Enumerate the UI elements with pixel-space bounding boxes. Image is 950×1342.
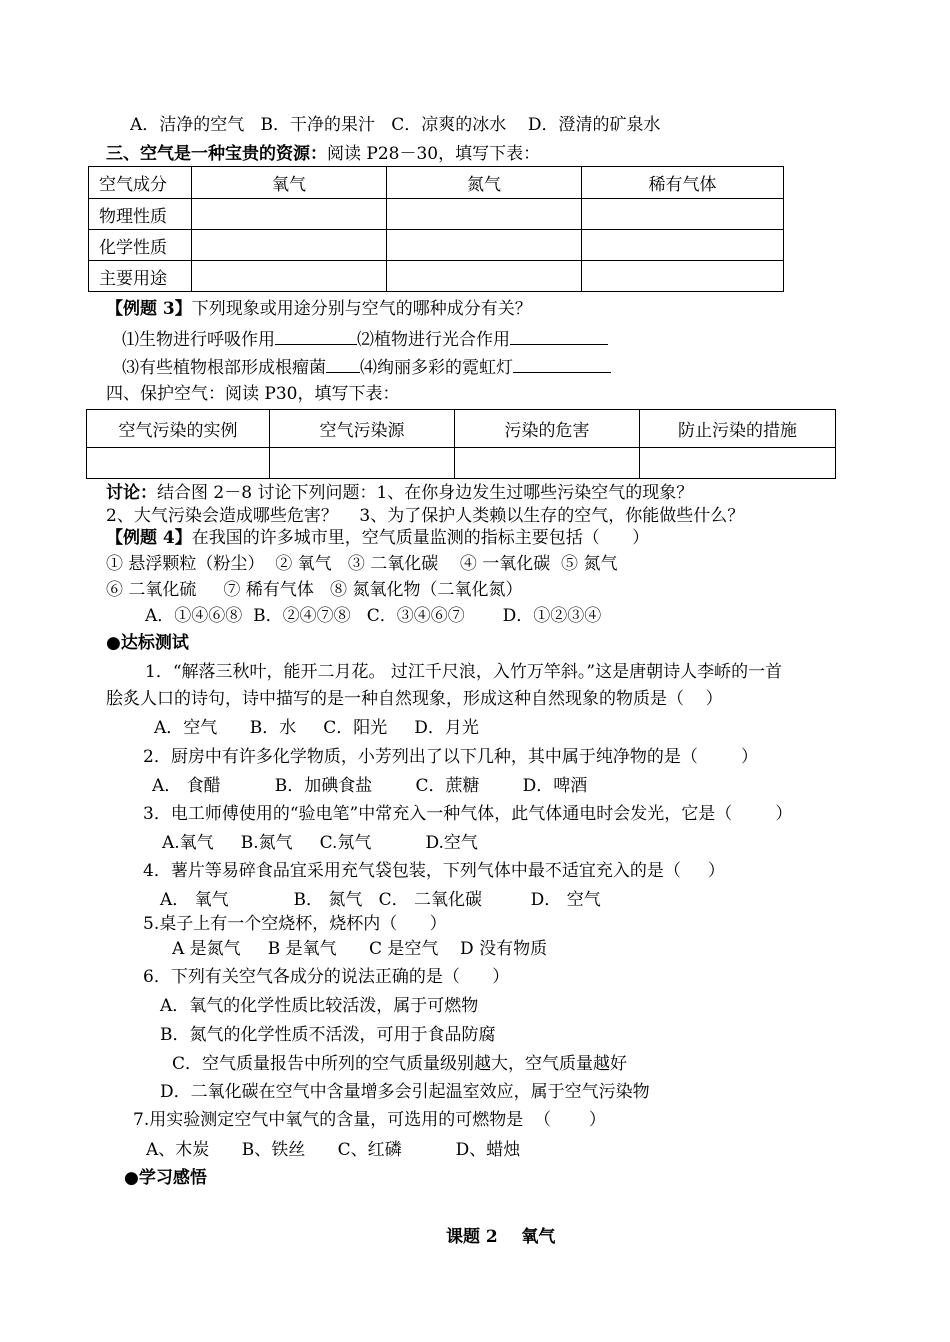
- discussion-line2: 2、大气污染会造成哪些危害？ 3、为了保护人类赖以生存的空气，你能做些什么？: [106, 506, 745, 526]
- reflection-heading: ●学习感悟: [124, 1168, 207, 1188]
- table2-cell[interactable]: [87, 448, 270, 479]
- q3-options: A.氧气 B.氮气 C.氖气 D.空气: [162, 833, 478, 853]
- table1-cell[interactable]: [387, 230, 582, 261]
- table1-header: 氮气: [387, 167, 582, 199]
- q4-text: 4．薯片等易碎食品宜采用充气袋包装，下列气体中最不适宜充入的是（ ）: [143, 861, 725, 881]
- example3-item2: ⑵植物进行光合作用: [357, 330, 510, 350]
- example4-items2: ⑥ 二氧化硫 ⑦ 稀有气体 ⑧ 氮氧化物（二氧化氮）: [106, 580, 523, 600]
- example4-items1: ① 悬浮颗粒（粉尘） ② 氧气 ③ 二氧化碳 ④ 一氧化碳 ⑤ 氮气: [106, 554, 618, 574]
- q1-line2: 脍炙人口的诗句，诗中描写的是一种自然现象，形成这种自然现象的物质是（ ）: [106, 689, 723, 709]
- answer-blank[interactable]: [326, 355, 360, 373]
- q6-option-b: B．氮气的化学性质不活泼，可用于食品防腐: [160, 1025, 496, 1045]
- table1-row-label: 主要用途: [89, 261, 192, 292]
- table1-header: 稀有气体: [582, 167, 784, 199]
- q6-option-d: D．二氧化碳在空气中含量增多会引起温室效应，属于空气污染物: [160, 1082, 650, 1102]
- example3-item4: ⑷绚丽多彩的霓虹灯: [360, 358, 513, 378]
- discussion-text: 结合图 2－8 讨论下列问题：1、在你身边发生过哪些污染空气的现象？: [157, 483, 694, 503]
- table1-cell[interactable]: [582, 199, 784, 230]
- q7-text: 7.用实验测定空气中氧气的含量，可选用的可燃物是 （ ）: [133, 1110, 606, 1130]
- table1-cell[interactable]: [582, 261, 784, 292]
- table1-cell[interactable]: [387, 261, 582, 292]
- table1-row-label: 物理性质: [89, 199, 192, 230]
- answer-blank[interactable]: [513, 355, 611, 373]
- table1-row-label: 化学性质: [89, 230, 192, 261]
- answer-blank[interactable]: [275, 327, 357, 345]
- table1-cell[interactable]: [582, 230, 784, 261]
- example4-label: 【例题 4】: [106, 528, 192, 548]
- table2-header: 污染的危害: [455, 410, 640, 448]
- q3-text: 3．电工师傅使用的“验电笔”中常充入一种气体，此气体通电时会发光，它是（ ）: [143, 804, 793, 824]
- test-heading: ●达标测试: [106, 633, 189, 653]
- example4-text: 在我国的许多城市里，空气质量监测的指标主要包括（ ）: [191, 528, 650, 548]
- example3-item1: ⑴生物进行呼吸作用: [122, 330, 275, 350]
- table1-header: 氧气: [192, 167, 387, 199]
- q1-line1: 1．“解落三秋叶，能开二月花。 过江千尺浪，入竹万竿斜。”这是唐朝诗人李峤的一首: [145, 662, 783, 682]
- q2-text: 2．厨房中有许多化学物质，小芳列出了以下几种，其中属于纯净物的是（ ）: [143, 747, 759, 767]
- example3-label: 【例题 3】: [106, 299, 192, 319]
- example4-question: [106, 527, 649, 549]
- table2-header: 空气污染的实例: [87, 410, 270, 448]
- section3-heading: [106, 143, 540, 165]
- example3-line1: [122, 327, 608, 349]
- discussion-label: 讨论：: [106, 483, 157, 503]
- example4-options: A．①④⑥⑧ B．②④⑦⑧ C．③④⑥⑦ D．①②③④: [145, 606, 602, 626]
- q6-text: 6．下列有关空气各成分的说法正确的是（ ）: [143, 967, 510, 987]
- table2-header: 防止污染的措施: [640, 410, 836, 448]
- q4-options: A． 氧气 B． 氮气 C． 二氧化碳 D． 空气: [160, 890, 601, 910]
- table2-cell[interactable]: [270, 448, 455, 479]
- air-pollution-table: [86, 409, 836, 479]
- example3-question: [106, 298, 532, 320]
- section3-title: 三、空气是一种宝贵的资源：: [106, 144, 327, 164]
- table1-cell[interactable]: [192, 261, 387, 292]
- table1-cell[interactable]: [192, 199, 387, 230]
- q2-options: A． 食醋 B．加碘食盐 C．蔗糖 D．啤酒: [152, 776, 588, 796]
- q5-text: 5.桌子上有一个空烧杯，烧杯内（ ）: [143, 914, 447, 934]
- example3-item3: ⑶有些植物根部形成根瘤菌: [122, 358, 326, 378]
- example3-line2: [122, 355, 611, 377]
- q5-options: A 是氮气 B 是氧气 C 是空气 D 没有物质: [172, 939, 548, 959]
- q6-option-a: A．氧气的化学性质比较活泼，属于可燃物: [160, 996, 479, 1016]
- q1-options: A．空气 B．水 C．阳光 D．月光: [154, 718, 479, 738]
- section4-heading: 四、保护空气：阅读 P30，填写下表：: [106, 384, 400, 404]
- air-components-table: [88, 166, 784, 292]
- discussion-line1: [106, 482, 693, 504]
- example3-text: 下列现象或用途分别与空气的哪种成分有关？: [191, 299, 532, 319]
- q7-options: A、木炭 B、铁丝 C、红磷 D、蜡烛: [146, 1140, 521, 1160]
- table2-cell[interactable]: [640, 448, 836, 479]
- example2-options: A．洁净的空气 B．干净的果汁 C．凉爽的冰水 D．澄清的矿泉水: [130, 115, 661, 135]
- table1-header: 空气成分: [89, 167, 192, 199]
- table2-header: 空气污染源: [270, 410, 455, 448]
- section3-instruction: 阅读 P28－30，填写下表：: [327, 144, 541, 164]
- table1-cell[interactable]: [387, 199, 582, 230]
- table2-cell[interactable]: [455, 448, 640, 479]
- lesson-title: 课题 2 氧气: [446, 1227, 556, 1247]
- q6-option-c: C．空气质量报告中所列的空气质量级别越大，空气质量越好: [172, 1054, 628, 1074]
- answer-blank[interactable]: [510, 327, 608, 345]
- table1-cell[interactable]: [192, 230, 387, 261]
